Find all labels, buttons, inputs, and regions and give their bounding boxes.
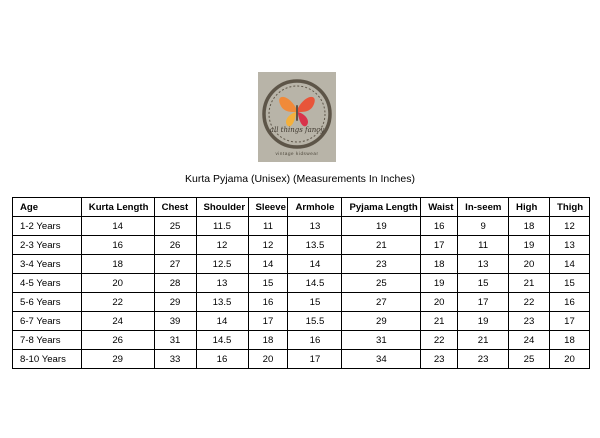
measurement-cell: 14 [81,217,154,236]
measurement-cell: 17 [288,350,342,369]
age-cell: 5-6 Years [13,293,82,312]
measurement-cell: 21 [342,236,421,255]
measurement-cell: 15 [458,274,509,293]
butterfly-logo-icon [258,72,336,162]
table-row [13,312,590,331]
measurement-cell: 28 [154,274,196,293]
measurement-cell: 25 [509,350,550,369]
measurement-cell: 11 [458,236,509,255]
age-cell: 6-7 Years [13,312,82,331]
measurement-cell: 15.5 [288,312,342,331]
measurement-cell: 34 [342,350,421,369]
wing-upper-left [279,97,296,112]
table-caption: Kurta Pyjama (Unisex) (Measurements In Inches) [185,173,415,185]
measurement-cell: 23 [342,255,421,274]
size-chart-table [12,197,590,369]
header-cell: Chest [154,198,196,217]
measurement-cell: 16 [549,293,589,312]
measurement-cell: 24 [81,312,154,331]
measurement-cell: 20 [421,293,458,312]
header-cell: Waist [421,198,458,217]
age-cell: 8-10 Years [13,350,82,369]
measurement-cell: 14 [288,255,342,274]
age-cell: 4-5 Years [13,274,82,293]
measurement-cell: 19 [509,236,550,255]
measurement-cell: 13 [458,255,509,274]
measurement-cell: 13.5 [196,293,248,312]
measurement-cell: 14.5 [196,331,248,350]
butterfly-body [296,105,298,121]
measurement-cell: 31 [342,331,421,350]
measurement-cell: 16 [288,331,342,350]
table-row [13,255,590,274]
measurement-cell: 18 [421,255,458,274]
table-row [13,331,590,350]
age-cell: 2-3 Years [13,236,82,255]
measurement-cell: 14 [196,312,248,331]
measurement-cell: 17 [549,312,589,331]
measurement-cell: 19 [421,274,458,293]
measurement-cell: 27 [154,255,196,274]
measurement-cell: 20 [549,350,589,369]
age-cell: 1-2 Years [13,217,82,236]
measurement-cell: 12.5 [196,255,248,274]
header-cell: Sleeve [248,198,288,217]
measurement-cell: 17 [248,312,288,331]
wing-upper-right [298,97,315,112]
measurement-cell: 14.5 [288,274,342,293]
measurement-cell: 9 [458,217,509,236]
measurement-cell: 20 [509,255,550,274]
measurement-cell: 11 [248,217,288,236]
measurement-cell: 29 [81,350,154,369]
header-cell: Pyjama Length [342,198,421,217]
measurement-cell: 20 [248,350,288,369]
measurement-cell: 29 [154,293,196,312]
measurement-cell: 25 [154,217,196,236]
measurement-cell: 27 [342,293,421,312]
measurement-cell: 13 [549,236,589,255]
header-cell: Armhole [288,198,342,217]
measurement-cell: 16 [196,350,248,369]
measurement-cell: 23 [509,312,550,331]
measurement-cell: 22 [421,331,458,350]
measurement-cell: 14 [248,255,288,274]
measurement-cell: 12 [248,236,288,255]
measurement-cell: 22 [81,293,154,312]
header-cell: Shoulder [196,198,248,217]
header-cell: High [509,198,550,217]
brand-logo [258,72,336,162]
measurement-cell: 21 [458,331,509,350]
measurement-cell: 23 [458,350,509,369]
measurement-cell: 21 [509,274,550,293]
header-cell: Kurta Length [81,198,154,217]
wing-lower-right [298,112,308,126]
measurement-cell: 20 [81,274,154,293]
measurement-cell: 25 [342,274,421,293]
header-cell: Age [13,198,82,217]
age-cell: 3-4 Years [13,255,82,274]
measurement-cell: 11.5 [196,217,248,236]
measurement-cell: 16 [81,236,154,255]
measurement-cell: 39 [154,312,196,331]
measurement-cell: 18 [81,255,154,274]
age-cell: 7-8 Years [13,331,82,350]
measurement-cell: 15 [248,274,288,293]
header-row [13,198,590,217]
measurement-cell: 24 [509,331,550,350]
table-row [13,350,590,369]
table-row [13,217,590,236]
measurement-cell: 13.5 [288,236,342,255]
measurement-cell: 26 [81,331,154,350]
logo-tagline: vintage kidswear [275,151,319,156]
measurement-cell: 21 [421,312,458,331]
measurement-cell: 15 [288,293,342,312]
measurement-cell: 19 [342,217,421,236]
measurement-cell: 16 [421,217,458,236]
table-row [13,236,590,255]
measurement-cell: 23 [421,350,458,369]
header-cell: In-seem [458,198,509,217]
measurement-cell: 13 [288,217,342,236]
measurement-cell: 14 [549,255,589,274]
measurement-cell: 17 [421,236,458,255]
measurement-cell: 17 [458,293,509,312]
table-row [13,274,590,293]
measurement-cell: 33 [154,350,196,369]
measurement-cell: 19 [458,312,509,331]
measurement-cell: 18 [509,217,550,236]
wing-lower-left [286,112,296,126]
measurement-cell: 15 [549,274,589,293]
measurement-cell: 22 [509,293,550,312]
measurement-cell: 18 [549,331,589,350]
measurement-cell: 31 [154,331,196,350]
measurement-cell: 18 [248,331,288,350]
measurement-cell: 16 [248,293,288,312]
table-row [13,293,590,312]
logo-brand-text: all things fancy [269,126,325,134]
measurement-cell: 12 [549,217,589,236]
measurement-cell: 26 [154,236,196,255]
measurement-cell: 29 [342,312,421,331]
measurement-cell: 13 [196,274,248,293]
measurement-cell: 12 [196,236,248,255]
header-cell: Thigh [549,198,589,217]
